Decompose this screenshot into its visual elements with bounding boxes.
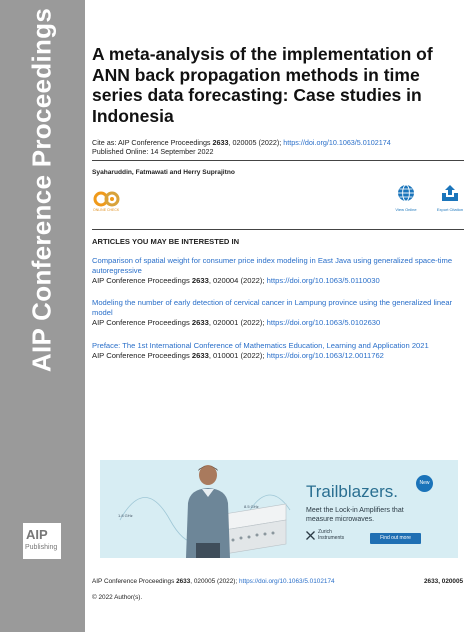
person-photo (176, 463, 240, 558)
footer-article-id: 2633, 020005 (424, 578, 464, 585)
citation-suffix: , 020005 (2022); (228, 138, 284, 147)
related-article-citation (92, 276, 464, 286)
frequency-label-left: 1.8 GHz (118, 513, 133, 518)
aip-publishing-logo (23, 523, 61, 559)
related-articles-heading: ARTICLES YOU MAY BE INTERESTED IN (92, 237, 240, 246)
doi-link[interactable]: https://doi.org/10.1063/5.0102174 (283, 138, 391, 147)
citation-volume: 2633 (191, 351, 209, 360)
authors: Syaharuddin, Fatmawati and Herry Suprajitno (92, 169, 235, 176)
citation-suffix: , 010001 (2022); (208, 351, 267, 360)
ad-subtitle: Meet the Lock-in Amplifiers that measure microwaves. (306, 507, 404, 523)
divider (92, 160, 464, 161)
citation-prefix: Cite as: AIP Conference Proceedings (92, 138, 213, 147)
export-citation-button[interactable] (430, 184, 470, 212)
citation-prefix: AIP Conference Proceedings (92, 276, 192, 285)
zurich-instruments-icon (306, 531, 315, 540)
related-article-doi-link[interactable]: https://doi.org/10.1063/12.0011762 (266, 351, 384, 360)
view-online-label: View Online (395, 207, 417, 212)
related-article-title-link[interactable]: Modeling the number of early detection of cervical cancer in Lampung province using the generalized linear model (92, 298, 453, 317)
citation-prefix: AIP Conference Proceedings (92, 578, 177, 585)
divider (92, 229, 464, 230)
article-title: A meta-analysis of the implementation of ANN back propagation methods in time series data forecasting: Case studies in Indonesia (92, 44, 433, 126)
citation-volume: 2633 (176, 578, 191, 585)
ad-title: Trailblazers. (306, 482, 398, 501)
zurich-instruments-logo (318, 530, 344, 541)
sidebar (0, 0, 85, 632)
related-article-doi-link[interactable]: https://doi.org/10.1063/5.0110030 (266, 276, 380, 285)
citation-volume: 2633 (191, 276, 209, 285)
citation-prefix: AIP Conference Proceedings (92, 351, 192, 360)
online-check-icon (93, 190, 123, 208)
view-online-button[interactable] (386, 184, 426, 212)
brand-line-2: Instruments (318, 534, 345, 541)
related-article-title-link[interactable]: Comparison of spatial weight for consumer price index modeling in East Java using generalized space-time autoregressive (92, 256, 453, 275)
aip-logo-text: AIP (26, 527, 48, 542)
citation-suffix: , 020005 (2022); (190, 578, 239, 585)
published-date: Published Online: 14 September 2022 (92, 147, 214, 156)
related-article-citation (92, 351, 464, 361)
footer-citation (92, 578, 335, 585)
export-icon (441, 184, 459, 202)
export-citation-label: Export Citation (436, 207, 464, 212)
brand-line-1: Zurich (318, 529, 332, 535)
copyright: © 2022 Author(s). (92, 594, 143, 601)
related-article-citation (92, 318, 464, 328)
find-out-more-button[interactable]: Find out more (370, 533, 421, 544)
related-article (92, 341, 464, 361)
sidebar-journal-name: AIP Conference Proceedings (26, 7, 57, 373)
citation-volume: 2633 (212, 138, 229, 147)
globe-icon (397, 184, 415, 202)
citation-volume: 2633 (191, 318, 209, 327)
citation-line (92, 138, 391, 147)
frequency-label-right: 8.5 GHz (244, 504, 259, 509)
publishing-logo-text: Publishing (25, 544, 58, 551)
related-article-doi-link[interactable]: https://doi.org/10.1063/5.0102630 (266, 318, 381, 327)
footer-doi-link[interactable]: https://doi.org/10.1063/5.0102174 (238, 578, 335, 585)
citation-suffix: , 020001 (2022); (208, 318, 267, 327)
online-check-label: ONLINE CHECK (93, 208, 120, 212)
citation-prefix: AIP Conference Proceedings (92, 318, 192, 327)
related-article-title-link[interactable]: Preface: The 1st International Conference of Mathematics Education, Learning and Application 2021 (92, 341, 429, 350)
advertisement-banner[interactable] (100, 460, 458, 558)
new-badge: New (416, 475, 433, 492)
online-check-logo[interactable] (93, 190, 123, 214)
related-article (92, 298, 464, 328)
related-article (92, 256, 464, 286)
citation-suffix: , 020004 (2022); (208, 276, 267, 285)
